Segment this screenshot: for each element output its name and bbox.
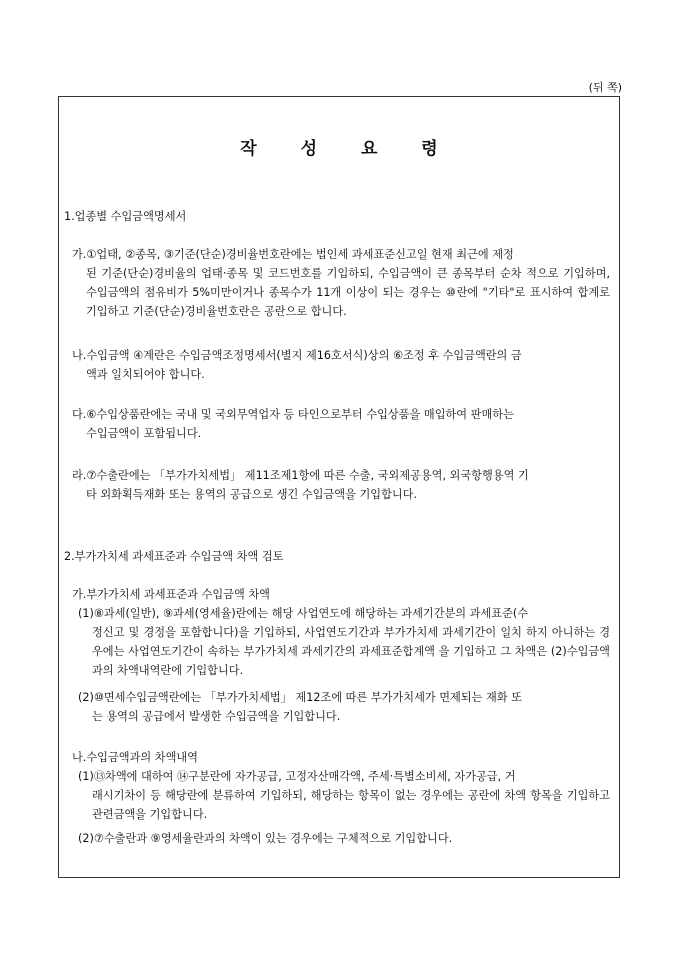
item-continuation: 된 기준(단순)경비율의 업태·종목 및 코드번호를 기입하되, 수입금액이 큰 종목부터 순차 적으로 기입하며, 수입금액의 점유비가 5%미만이거나 종목수가 11개 이상이 되는 경우는 ⑩란에 "기타"로 표시하여 합계로 기입하고 기준(단순)경비율번호란은 공란으로 합니다. bbox=[86, 267, 610, 318]
section-1-heading: 1.업종별 수입금액명세서 bbox=[64, 210, 187, 223]
item-continuation: 수입금액이 포함됩니다. bbox=[86, 427, 202, 440]
item-first-line: 나.수입금액 ④계란은 수입금액조정명세서(별지 제16호서식)상의 ⑥조정 후 수입금액란의 금 bbox=[72, 349, 522, 362]
entry-first-line: (1)⑬차액에 대하여 ⑭구분란에 자가공급, 고정자산매각액, 주세·특별소비세, 자가공급, 거 bbox=[78, 770, 516, 783]
document-title: 작 성 요 령 bbox=[240, 139, 438, 159]
section-1-item-na bbox=[72, 346, 610, 384]
item-continuation: 액과 일치되어야 합니다. bbox=[86, 368, 205, 381]
section-2-na-entry-2 bbox=[78, 829, 610, 848]
section-2-group-ga-label: 가.부가가치세 과세표준과 수입금액 차액 bbox=[72, 588, 270, 601]
entry-first-line: (2)⑦수출란과 ⑨영세율란과의 차액이 있는 경우에는 구체적으로 기입합니다. bbox=[78, 832, 453, 845]
section-1-item-ga bbox=[72, 245, 610, 321]
entry-first-line: (2)⑩면세수입금액란에는 「부가가치세법」 제12조에 따른 부가가치세가 면제되는 재화 또 bbox=[78, 691, 523, 704]
entry-continuation: 정신고 및 경정을 포함합니다)을 기입하되, 사업연도기간과 부가가치세 과세기간이 일치 하지 아니하는 경우에는 사업연도기간이 속하는 부가가치세 과세기간의 과세표준합계액 을 기입하고 그 차액은 (2)수입금액과의 차액내역란에 기입합니다. bbox=[92, 626, 610, 677]
section-2-ga-entry-2 bbox=[78, 688, 610, 726]
section-1-item-ra bbox=[72, 466, 610, 504]
entry-continuation: 는 용역의 공급에서 발생한 수입금액을 기입합니다. bbox=[92, 710, 341, 723]
item-first-line: 다.⑥수입상품란에는 국내 및 국외무역업자 등 타인으로부터 수입상품을 매입하여 판매하는 bbox=[72, 408, 514, 421]
item-first-line: 라.⑦수출란에는 「부가가치세법」 제11조제1항에 따른 수출, 국외제공용역, 외국항행용역 기 bbox=[72, 469, 529, 482]
item-continuation: 타 외화획득재화 또는 용역의 공급으로 생긴 수입금액을 기입합니다. bbox=[86, 488, 418, 501]
entry-first-line: (1)⑧과세(일반), ⑨과세(영세율)란에는 해당 사업연도에 해당하는 과세기간분의 과세표준(수 bbox=[78, 607, 529, 620]
entry-continuation: 래시기차이 등 해당란에 분류하여 기입하되, 해당하는 항목이 없는 경우에는 공란에 차액 항목을 기입하고 관련금액을 기입합니다. bbox=[92, 789, 610, 821]
section-2-na-entry-1 bbox=[78, 767, 610, 824]
item-first-line: 가.①업태, ②종목, ③기준(단순)경비율번호란에는 법인세 과세표준신고일 현재 최근에 제정 bbox=[72, 248, 514, 261]
page-side-label: (뒤 쪽) bbox=[588, 81, 622, 94]
section-2-group-na-label: 나.수입금액과의 차액내역 bbox=[72, 751, 198, 764]
section-1-item-da bbox=[72, 405, 610, 443]
section-2-ga-entry-1 bbox=[78, 604, 610, 680]
section-2-heading: 2.부가가치세 과세표준과 수입금액 차액 검토 bbox=[64, 550, 284, 563]
